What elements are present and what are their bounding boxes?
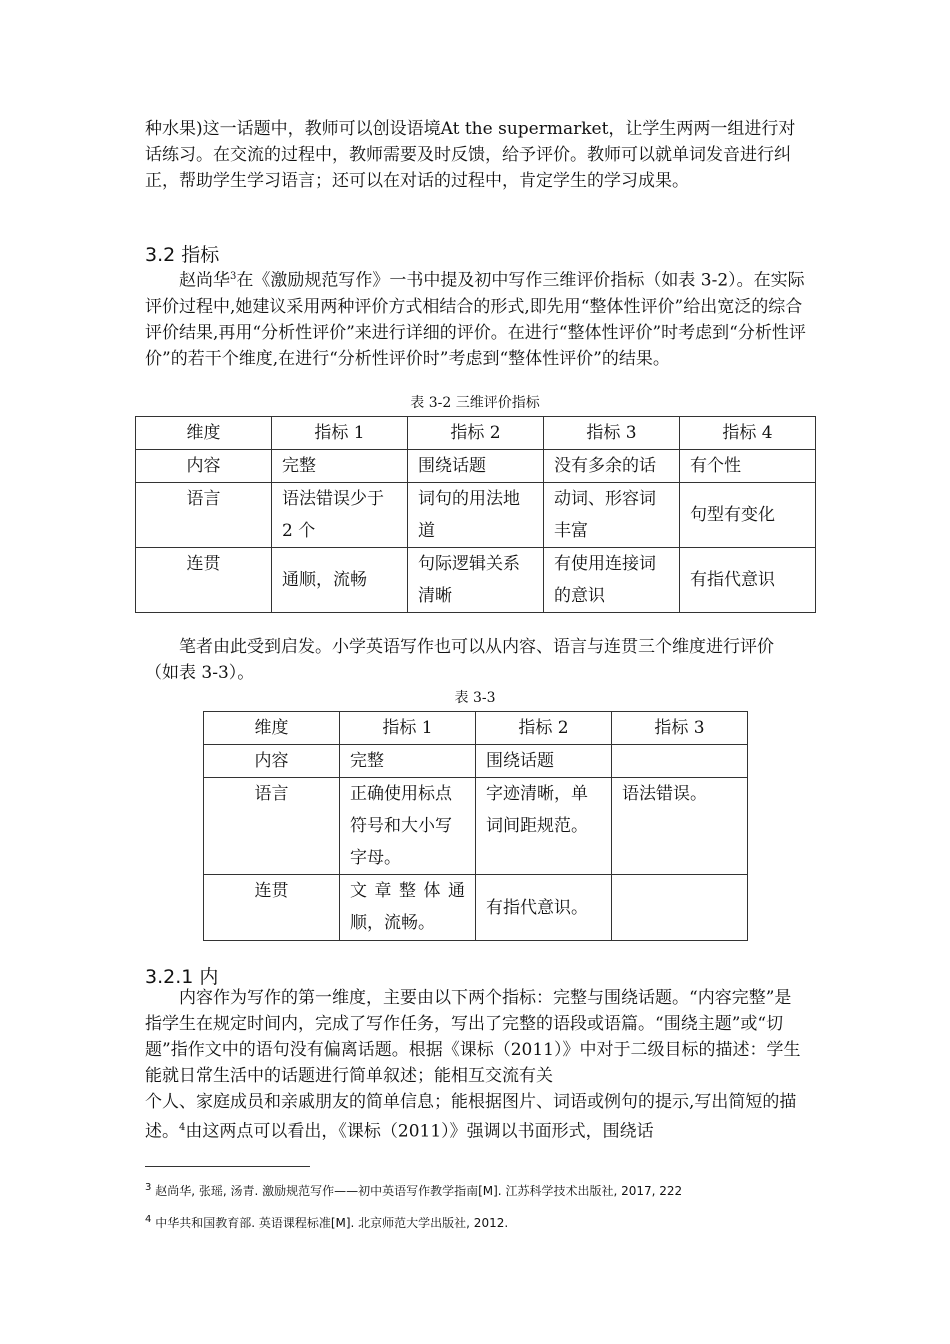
table-cell: 有指代意识 xyxy=(680,548,816,613)
paragraph-text: 个人、家庭成员和亲戚朋友的简单信息；能根据图片、词语或例句的提示,写出简短的描述。 xyxy=(145,1092,797,1142)
table-header-cell: 指标 1 xyxy=(272,417,408,450)
table-cell: 有个性 xyxy=(680,450,816,483)
paragraph-content-dimension xyxy=(145,985,807,1145)
table-cell: 完整 xyxy=(340,745,476,778)
table-header-cell: 指标 3 xyxy=(612,712,748,745)
table-header-cell: 指标 1 xyxy=(340,712,476,745)
paragraph-text: 内容作为写作的第一维度，主要由以下两个指标：完整与围绕话题。“内容完整”是指学生在规定时间内，完成了写作任务，写出了完整的语段或语篇。“围绕主题”或“切题”指作文中的语句没有偏离话题。根据《课标（2011）》中对于二级目标的描述：学生能就日常生活中的话题进行简单叙述；能相互交流有关 xyxy=(145,988,801,1086)
footnote-4 xyxy=(145,1214,508,1231)
table-cell: 有指代意识。 xyxy=(476,875,612,941)
heading-3-2-1: 3.2.1 内 xyxy=(145,966,219,988)
footnote-ref-3: 3 xyxy=(230,271,237,282)
table-cell: 语言 xyxy=(204,778,340,875)
table-cell xyxy=(612,875,748,941)
table-3-3-caption: 表 3-3 xyxy=(454,690,496,706)
paragraph-inspiration xyxy=(145,634,807,686)
table-cell: 没有多余的话 xyxy=(544,450,680,483)
table-cell: 内容 xyxy=(204,745,340,778)
footnote-divider xyxy=(145,1166,310,1167)
footnote-text: 赵尚华, 张瑶, 汤青. 激励规范写作——初中英语写作教学指南[M]. 江苏科学技术出版社, 2017, 222 xyxy=(155,1184,683,1198)
table-cell: 正确使用标点符号和大小写字母。 xyxy=(340,778,476,875)
table-header-row xyxy=(204,712,748,745)
table-cell: 通顺，流畅 xyxy=(272,548,408,613)
paragraph-text: 在《激励规范写作》一书中提及初中写作三维评价指标（如表 3-2）。在实际评价过程中,她建议采用两种评价方式相结合的形式,即先用“整体性评价”给出宽泛的综合评价结果,再用“分析性评价”来进行详细的评价。在进行“整体性评价”时考虑到“分析性评价”的若干个维度,在进行“分析性评价时”考虑到“整体性评价”的结果。 xyxy=(145,270,806,369)
table-cell: 句型有变化 xyxy=(680,483,816,548)
table-cell: 语法错误少于 2 个 xyxy=(272,483,408,548)
table-cell: 句际逻辑关系清晰 xyxy=(408,548,544,613)
table-3-2 xyxy=(135,416,816,613)
footnote-mark: 3 xyxy=(145,1182,152,1193)
table-3-3 xyxy=(203,711,748,941)
table-cell xyxy=(612,745,748,778)
table-row xyxy=(204,778,748,875)
heading-3-2: 3.2 指标 xyxy=(145,244,220,266)
table-header-cell: 维度 xyxy=(136,417,272,450)
table-header-cell: 指标 2 xyxy=(408,417,544,450)
table-3-2-caption: 表 3-2 三维评价指标 xyxy=(410,395,540,411)
table-cell: 有使用连接词的意识 xyxy=(544,548,680,613)
table-cell: 围绕话题 xyxy=(408,450,544,483)
table-row xyxy=(136,450,816,483)
paragraph-three-dimension-intro xyxy=(145,264,807,372)
footnote-mark: 4 xyxy=(145,1214,152,1225)
footnote-3 xyxy=(145,1182,682,1199)
table-row xyxy=(136,483,816,548)
table-cell: 字迹清晰，单词间距规范。 xyxy=(476,778,612,875)
paragraph-text: 笔者由此受到启发。小学英语写作也可以从内容、语言与连贯三个维度进行评价（如表 3-3）。 xyxy=(145,637,774,683)
table-cell: 完整 xyxy=(272,450,408,483)
table-cell: 词句的用法地道 xyxy=(408,483,544,548)
paragraph-text: 赵尚华 xyxy=(179,270,230,291)
table-cell: 文章整体通顺，流畅。 xyxy=(340,875,476,941)
table-cell: 连贯 xyxy=(136,548,272,613)
footnote-text: 中华共和国教育部. 英语课程标准[M]. 北京师范大学出版社, 2012. xyxy=(155,1216,509,1230)
table-cell: 动词、形容词丰富 xyxy=(544,483,680,548)
footnote-ref-4: 4 xyxy=(179,1122,186,1133)
table-row xyxy=(204,745,748,778)
paragraph-dialogue-practice: 种水果)这一话题中，教师可以创设语境At the supermarket，让学生两两一组进行对话练习。在交流的过程中，教师需要及时反馈，给予评价。教师可以就单词发音进行纠正，帮助学生学习语言；还可以在对话的过程中，肯定学生的学习成果。 xyxy=(145,119,796,191)
table-cell: 语言 xyxy=(136,483,272,548)
table-header-cell: 指标 2 xyxy=(476,712,612,745)
table-cell: 围绕话题 xyxy=(476,745,612,778)
table-header-row xyxy=(136,417,816,450)
table-header-cell: 指标 3 xyxy=(544,417,680,450)
table-row xyxy=(136,548,816,613)
paragraph-text: 由这两点可以看出，《课标（2011）》强调以书面形式，围绕话 xyxy=(185,1121,654,1142)
table-cell: 内容 xyxy=(136,450,272,483)
table-header-cell: 维度 xyxy=(204,712,340,745)
table-header-cell: 指标 4 xyxy=(680,417,816,450)
table-cell: 语法错误。 xyxy=(612,778,748,875)
table-cell: 连贯 xyxy=(204,875,340,941)
table-row xyxy=(204,875,748,941)
